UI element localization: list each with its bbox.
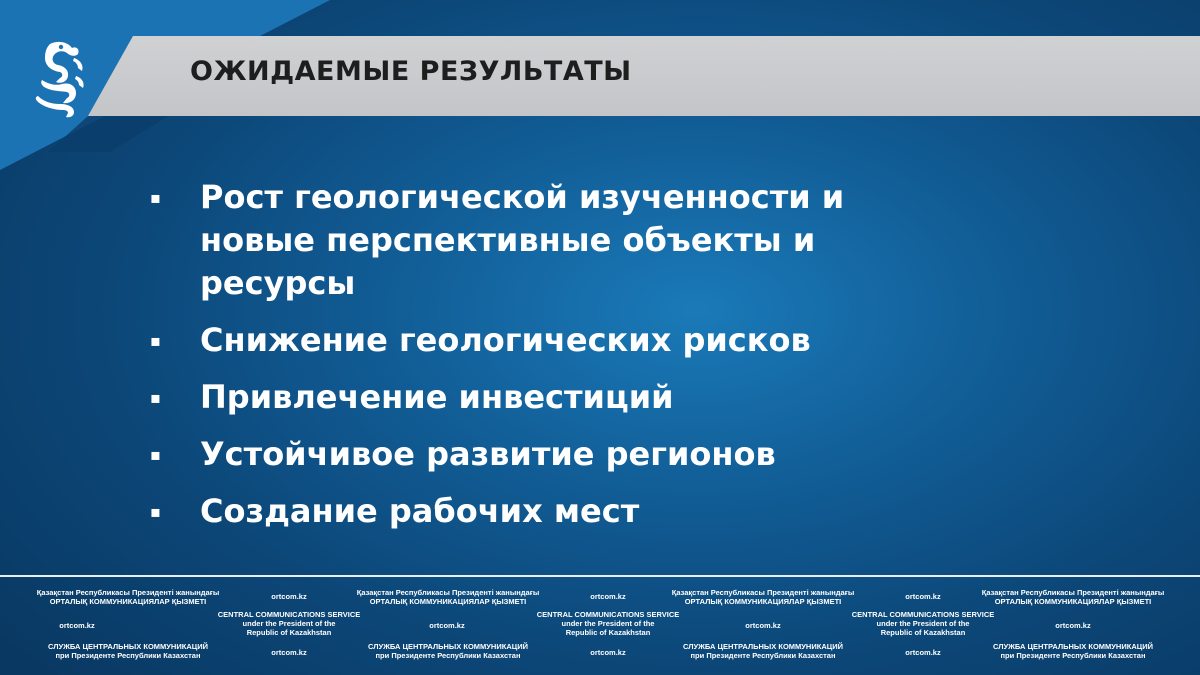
footer-site-text: ortcom.kz [271, 592, 307, 601]
footer-en-text: under the President of the [561, 619, 655, 628]
list-item [150, 490, 910, 533]
square-bullet-icon: ▪ [150, 445, 161, 464]
footer-site-text: ortcom.kz [271, 648, 307, 657]
footer-site-text: ortcom.kz [590, 592, 626, 601]
footer-ru-text: при Президенте Республики Казахстан [375, 651, 521, 660]
footer-kz-text: ОРТАЛЫҚ КОММУНИКАЦИЯЛАР ҚЫЗМЕТІ [684, 597, 842, 606]
footer-en-text: under the President of the [242, 619, 336, 628]
footer-ru-text: СЛУЖБА ЦЕНТРАЛЬНЫХ КОММУНИКАЦИЙ [682, 642, 844, 651]
footer-site-text: ortcom.kz [429, 621, 465, 630]
footer-en-text: Republic of Kazakhstan [565, 628, 651, 637]
square-bullet-icon: ▪ [150, 188, 161, 207]
footer-site-text: ortcom.kz [59, 621, 95, 630]
footer-en-text: Republic of Kazakhstan [880, 628, 966, 637]
list-item [150, 376, 910, 419]
footer-ru-text: СЛУЖБА ЦЕНТРАЛЬНЫХ КОММУНИКАЦИЙ [47, 642, 209, 651]
footer-watermark [0, 578, 1200, 675]
footer-site-text: ortcom.kz [905, 648, 941, 657]
footer-en-text: CENTRAL COMMUNICATIONS SERVICE [851, 610, 995, 619]
footer-kz-text: Қазақстан Республикасы Президенті жанындағы [36, 588, 220, 597]
bullet-text: Снижение геологических рисков [200, 321, 811, 359]
bullet-line: Рост геологической изученности и [200, 178, 845, 216]
footer-site-text: ortcom.kz [905, 592, 941, 601]
bullet-line: ресурсы [200, 264, 356, 302]
square-bullet-icon: ▪ [150, 502, 161, 521]
footer-ru-text: при Президенте Республики Казахстан [55, 651, 201, 660]
footer-kz-text: ОРТАЛЫҚ КОММУНИКАЦИЯЛАР ҚЫЗМЕТІ [994, 597, 1152, 606]
footer-en-text: CENTRAL COMMUNICATIONS SERVICE [217, 610, 361, 619]
footer-kz-text: Қазақстан Республикасы Президенті жанындағы [671, 588, 855, 597]
footer-ru-text: СЛУЖБА ЦЕНТРАЛЬНЫХ КОММУНИКАЦИЙ [992, 642, 1154, 651]
footer-site-text: ortcom.kz [745, 621, 781, 630]
footer-en-text: under the President of the [876, 619, 970, 628]
bullet-text: Привлечение инвестиций [200, 378, 674, 416]
bullet-text: Создание рабочих мест [200, 492, 640, 530]
footer-ru-text: при Президенте Республики Казахстан [1000, 651, 1146, 660]
footer-kz-text: Қазақстан Республикасы Президенті жанындағы [356, 588, 540, 597]
footer-ru-text: при Президенте Республики Казахстан [690, 651, 836, 660]
square-bullet-icon: ▪ [150, 331, 161, 350]
bullet-text [200, 176, 844, 305]
footer-site-text: ortcom.kz [590, 648, 626, 657]
square-bullet-icon: ▪ [150, 388, 161, 407]
footer-divider [0, 575, 1200, 577]
bullet-line: новые перспективные объекты и [200, 221, 816, 259]
list-item [150, 433, 910, 476]
list-item [150, 176, 910, 305]
footer-ru-text: СЛУЖБА ЦЕНТРАЛЬНЫХ КОММУНИКАЦИЙ [367, 642, 529, 651]
footer-kz-text: ОРТАЛЫҚ КОММУНИКАЦИЯЛАР ҚЫЗМЕТІ [369, 597, 527, 606]
list-item [150, 319, 910, 362]
page-title: ОЖИДАЕМЫЕ РЕЗУЛЬТАТЫ [190, 56, 632, 87]
footer-kz-text: Қазақстан Республикасы Президенті жанындағы [981, 588, 1165, 597]
snow-leopard-emblem-icon [30, 40, 88, 118]
bullet-text: Устойчивое развитие регионов [200, 435, 776, 473]
bullet-list [150, 176, 910, 547]
footer-en-text: Republic of Kazakhstan [246, 628, 332, 637]
footer-site-text: ortcom.kz [1055, 621, 1091, 630]
footer-kz-text: ОРТАЛЫҚ КОММУНИКАЦИЯЛАР ҚЫЗМЕТІ [49, 597, 207, 606]
footer-en-text: CENTRAL COMMUNICATIONS SERVICE [536, 610, 680, 619]
